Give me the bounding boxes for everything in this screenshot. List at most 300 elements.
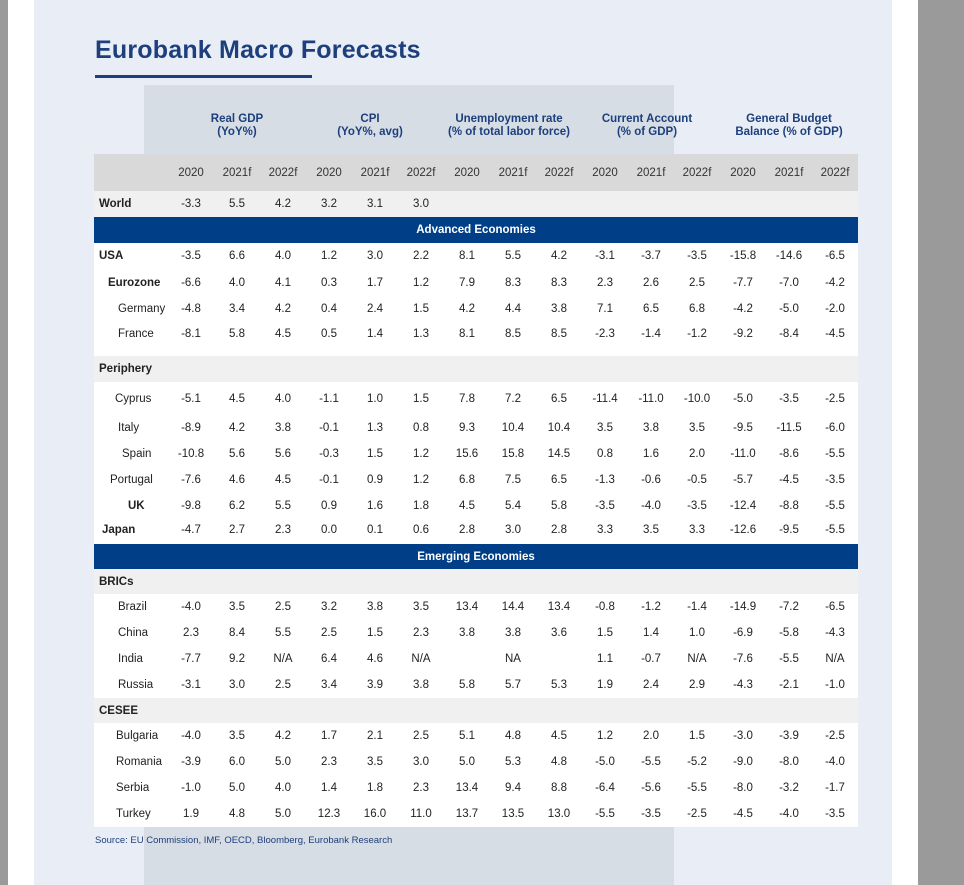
table-cell: -8.4 [779,327,799,340]
table-cell: -4.0 [181,601,201,613]
year-header: 2020 [592,166,618,179]
row-label: Cyprus [115,392,152,405]
year-header: 2022f [406,166,436,179]
table-cell: 6.8 [689,303,705,315]
table-row-brazil [94,594,858,620]
table-cell: -2.3 [595,327,615,340]
table-cell: 9.2 [229,653,245,665]
table-cell: 2.2 [413,250,429,262]
group-header-current-account [602,113,692,139]
table-row-india [94,646,858,672]
table-cell: 2.4 [643,679,659,691]
table-row-bulgaria [94,723,858,749]
table-cell: -12.6 [729,524,757,536]
table-cell: -3.0 [733,730,753,742]
table-row-cyprus [94,382,858,415]
table-cell: 4.1 [275,277,291,289]
table-cell: 2.8 [551,524,567,536]
table-row-china [94,620,858,646]
table-cell: -12.4 [729,500,757,512]
table-cell: -4.0 [641,500,661,512]
row-label: China [118,627,149,639]
section-label: Periphery [99,363,153,375]
table-cell: -7.7 [733,277,753,289]
table-row-spain [94,441,858,467]
year-header: 2020 [316,166,342,179]
group-label: Real GDP [210,113,264,125]
table-cell: 5.5 [229,198,245,210]
table-cell: -3.5 [687,250,707,262]
table-cell: 15.6 [455,448,479,460]
table-cell: -5.5 [825,448,845,460]
table-cell: -1.1 [319,392,339,405]
table-cell: 3.5 [367,756,383,768]
table-cell: -8.1 [181,327,201,340]
table-cell: 1.0 [689,627,705,639]
table-cell: -0.7 [641,653,661,665]
table-cell: -5.8 [779,627,799,639]
table-row-serbia [94,775,858,801]
table-cell: -1.2 [641,601,661,613]
table-cell: 9.4 [505,782,521,794]
table-row-world [94,191,858,217]
year-header: 2020 [454,166,480,179]
table-cell: -2.1 [779,679,799,691]
table-cell: 5.0 [459,756,475,768]
table-cell: -2.5 [687,808,707,820]
table-cell: 4.8 [505,730,521,742]
table-cell: -8.8 [779,500,799,512]
table-row-turkey [94,801,858,827]
table-cell: 2.3 [183,627,199,639]
section-label: BRICs [99,575,134,588]
table-cell: 3.8 [505,627,521,639]
year-header: 2021f [774,166,804,179]
table-cell: 6.2 [229,500,245,512]
table-row-germany [94,297,858,321]
table-cell: 6.8 [459,474,475,486]
table-cell: 1.5 [413,303,429,315]
table-cell: 2.3 [321,756,337,768]
table-cell: 8.3 [505,277,521,289]
table-cell: 2.3 [275,524,291,536]
table-cell: -11.0 [730,448,756,460]
forecast-table [94,154,858,827]
table-row-romania [94,749,858,775]
table-cell: 1.5 [597,627,613,639]
table-cell: 4.6 [229,474,245,486]
table-cell: -5.5 [641,756,661,768]
table-cell: 4.8 [229,808,245,820]
page-title: Eurobank Macro Forecasts [95,36,421,64]
table-cell: 4.2 [459,303,475,315]
table-cell: -4.2 [825,277,845,289]
table-cell: -5.5 [779,653,799,665]
table-cell: 6.5 [551,474,567,486]
row-label: Portugal [110,474,153,486]
table-cell: 3.9 [367,679,383,691]
table-cell: -3.5 [779,392,799,405]
table-cell: 1.6 [367,500,383,512]
group-label: Current Account [601,113,693,125]
table-cell: -14.6 [775,250,803,262]
year-header: 2021f [360,166,390,179]
table-cell: -3.5 [641,808,661,820]
table-cell: -2.5 [825,392,845,405]
table-cell: -8.0 [779,756,799,768]
table-cell: -3.3 [181,198,201,210]
table-cell: 3.3 [689,524,705,536]
table-cell: -4.8 [181,303,201,315]
table-cell: -3.7 [641,250,661,262]
table-row-france [94,321,858,346]
table-cell: 8.5 [505,327,521,340]
group-sublabel: (YoY%) [217,126,257,138]
table-cell: N/A [687,653,707,665]
table-cell: -8.9 [181,422,201,434]
table-row-usa [94,243,858,269]
table-cell: 12.3 [317,808,341,820]
table-cell: 5.5 [275,500,291,512]
year-header: 2022f [682,166,712,179]
year-header: 2021f [222,166,252,179]
row-label: Germany [118,303,166,315]
table-cell: 1.9 [597,679,613,691]
table-cell: -5.0 [595,756,615,768]
table-cell: 13.4 [547,601,571,613]
row-label: UK [128,500,145,512]
table-cell: 6.5 [643,303,659,315]
row-label: Romania [116,756,163,768]
table-cell: -14.9 [729,601,757,613]
table-cell: 3.8 [643,422,659,434]
group-sublabel: (YoY%, avg) [337,126,403,138]
table-cell: 4.2 [275,198,291,210]
group-row-cesee [94,698,858,723]
table-cell: 5.7 [505,679,521,691]
table-cell: 5.6 [229,448,245,460]
table-cell: 3.2 [321,198,337,210]
table-cell: 1.8 [367,782,383,794]
table-cell: -3.1 [595,250,615,262]
table-cell: 5.5 [505,250,521,262]
table-cell: 4.0 [275,250,291,262]
table-cell: -5.5 [825,500,845,512]
title-underline [95,75,312,78]
table-cell: -1.4 [687,601,707,613]
table-cell: -0.5 [687,474,707,486]
group-sublabel: (% of GDP) [616,126,678,138]
table-cell: -6.9 [733,627,753,639]
table-cell: 3.4 [321,679,337,691]
table-cell: -3.1 [181,679,201,691]
row-label: Eurozone [108,277,161,289]
table-cell: -4.0 [181,730,201,742]
row-spacer [94,346,858,356]
group-sublabel: Balance (% of GDP) [735,126,843,138]
table-cell: 4.0 [275,782,291,794]
table-cell: 15.8 [501,448,525,460]
table-cell: -5.0 [733,392,753,405]
table-cell: 2.9 [689,679,705,691]
table-cell: N/A [825,653,845,665]
table-cell: 14.5 [547,448,571,460]
table-cell: 6.6 [229,250,245,262]
table-cell: 13.7 [455,808,479,820]
table-cell: 4.5 [459,500,475,512]
table-cell: 5.5 [275,627,291,639]
table-cell: -4.5 [733,808,753,820]
year-header: 2021f [636,166,666,179]
table-cell: -5.7 [733,474,753,486]
table-cell: -5.1 [181,392,201,405]
table-cell: 3.3 [597,524,613,536]
table-cell: -3.5 [687,500,707,512]
table-cell: 7.8 [459,392,475,405]
table-cell: 1.2 [321,250,337,262]
table-cell: -5.5 [825,524,845,536]
table-cell: 8.1 [459,327,475,340]
table-cell: 3.5 [229,730,245,742]
table-cell: -2.5 [825,730,845,742]
table-cell: 7.5 [505,474,521,486]
table-cell: -5.5 [595,808,615,820]
table-cell: 8.1 [459,250,475,262]
table-cell: -6.5 [825,250,845,262]
table-cell: 2.3 [413,627,429,639]
table-cell: 4.2 [275,730,291,742]
year-header: 2021f [498,166,528,179]
table-cell: -1.0 [181,782,201,794]
group-row-brics [94,569,858,594]
table-cell: 3.5 [643,524,659,536]
table-cell: 5.3 [505,756,521,768]
table-cell: 7.2 [505,392,521,405]
table-cell: 13.4 [455,782,479,794]
table-cell: -1.2 [687,327,707,340]
table-cell: 3.8 [367,601,383,613]
table-cell: 0.9 [321,500,337,512]
table-cell: 2.6 [643,277,659,289]
table-cell: 3.5 [229,601,245,613]
table-cell: -3.2 [779,782,799,794]
table-cell: 1.4 [321,782,337,794]
table-cell: 0.1 [367,524,383,536]
table-cell: -7.2 [779,601,799,613]
table-cell: 2.5 [321,627,337,639]
table-cell: -1.3 [595,474,615,486]
year-header-row [94,154,858,191]
table-cell: -0.1 [319,474,339,486]
table-row-russia [94,672,858,698]
table-cell: 3.5 [689,422,705,434]
table-cell: -5.2 [687,756,707,768]
table-cell: -1.4 [641,327,661,340]
table-cell: 4.5 [229,392,245,405]
table-cell: 1.0 [367,392,383,405]
table-cell: N/A [273,653,293,665]
group-sublabel: (% of total labor force) [447,126,571,138]
table-row-uk [94,493,858,519]
table-cell: 1.1 [597,653,613,665]
table-cell: -10.8 [177,448,205,460]
table-cell: 10.4 [547,422,571,434]
table-cell: 1.9 [183,808,199,820]
table-cell: -2.0 [825,303,845,315]
table-cell: -1.7 [825,782,845,794]
table-cell: 4.2 [275,303,291,315]
table-cell: 2.5 [689,277,705,289]
table-cell: 2.1 [367,730,383,742]
table-cell: 8.4 [229,627,245,639]
table-cell: 1.6 [643,448,659,460]
table-cell: 13.4 [455,601,479,613]
table-cell: 1.3 [367,422,383,434]
year-header: 2022f [268,166,298,179]
table-cell: 4.4 [505,303,521,315]
table-cell: -7.0 [779,277,799,289]
table-cell: 3.5 [597,422,613,434]
table-cell: 4.6 [367,653,383,665]
table-cell: 4.5 [551,730,567,742]
table-cell: 3.0 [413,756,429,768]
table-cell: -0.6 [641,474,661,486]
table-cell: 0.9 [367,474,383,486]
table-cell: 3.0 [229,679,245,691]
table-cell: 2.5 [275,601,291,613]
row-label: Serbia [116,782,150,794]
table-cell: 5.8 [229,327,245,340]
group-header-real-gdp [211,113,263,139]
table-cell: -6.4 [595,782,615,794]
table-cell: -11.0 [638,392,664,405]
table-cell: -11.5 [776,422,802,434]
table-cell: 5.3 [551,679,567,691]
table-cell: 8.8 [551,782,567,794]
table-cell: -3.9 [779,730,799,742]
table-cell: 4.0 [229,277,245,289]
group-label: General Budget [746,113,832,125]
table-cell: 5.8 [459,679,475,691]
group-row-periphery [94,356,858,382]
row-label: Italy [118,422,140,434]
table-cell: 3.0 [413,198,429,210]
table-cell: -4.5 [779,474,799,486]
table-cell: 0.3 [321,277,337,289]
year-header: 2022f [820,166,850,179]
table-cell: 4.5 [275,474,291,486]
table-cell: -3.5 [825,808,845,820]
table-cell: -1.0 [825,679,845,691]
table-cell: 4.2 [551,250,567,262]
table-cell: -6.0 [825,422,845,434]
row-label: USA [99,250,124,262]
table-cell: 3.5 [413,601,429,613]
table-cell: -9.2 [733,327,753,340]
table-cell: NA [505,653,521,665]
table-cell: 2.0 [689,448,705,460]
table-cell: 1.5 [413,392,429,405]
table-cell: 4.2 [229,422,245,434]
table-row-portugal [94,467,858,493]
row-label: France [118,327,154,340]
table-cell: 13.0 [547,808,571,820]
section-band-advanced-economies [94,217,858,243]
table-cell: -5.5 [687,782,707,794]
table-cell: 3.8 [459,627,475,639]
table-cell: -8.6 [779,448,799,460]
group-label: Unemployment rate [455,113,563,125]
table-cell: 3.2 [321,601,337,613]
table-cell: 6.5 [551,392,567,405]
group-header-unemployment [448,113,570,139]
group-header-budget-balance [735,113,842,139]
row-label: India [118,653,143,665]
table-cell: -7.6 [733,653,753,665]
table-cell: 5.1 [459,730,475,742]
table-cell: -11.4 [592,392,618,405]
table-cell: 0.4 [321,303,337,315]
table-cell: -4.5 [825,327,845,340]
row-label: Japan [102,524,136,536]
table-cell: -7.7 [181,653,201,665]
table-cell: 2.0 [643,730,659,742]
table-cell: 1.2 [413,448,429,460]
table-cell: 5.6 [275,448,291,460]
table-cell: 5.0 [275,756,291,768]
table-cell: -3.5 [825,474,845,486]
table-cell: -15.8 [729,250,757,262]
table-cell: -3.9 [181,756,201,768]
section-band-emerging-economies [94,544,858,569]
table-cell: -3.5 [595,500,615,512]
table-cell: 1.4 [643,627,659,639]
table-cell: 2.3 [597,277,613,289]
table-cell: 5.4 [505,500,521,512]
table-cell: 3.0 [367,250,383,262]
table-cell: -9.0 [733,756,753,768]
table-cell: 4.0 [275,392,291,405]
table-cell: 3.1 [367,198,383,210]
table-cell: 0.8 [413,422,429,434]
row-label: World [99,198,132,210]
table-cell: 1.2 [413,474,429,486]
table-cell: 1.3 [413,327,429,340]
table-cell: 1.5 [367,448,383,460]
table-cell: 3.8 [551,303,567,315]
table-cell: 3.4 [229,303,245,315]
table-cell: -4.3 [733,679,753,691]
section-label: Advanced Economies [416,224,536,236]
table-cell: 0.5 [321,327,337,340]
table-cell: 2.4 [367,303,383,315]
table-cell: 2.7 [229,524,245,536]
row-label: Spain [122,448,152,460]
row-label: Turkey [116,808,151,820]
table-cell: 8.5 [551,327,567,340]
table-cell: -3.5 [181,250,201,262]
year-header: 2020 [178,166,204,179]
table-row-italy [94,415,858,441]
table-cell: -10.0 [683,392,711,405]
table-cell: 3.8 [413,679,429,691]
row-label: Russia [118,679,154,691]
table-row-eurozone [94,269,858,297]
table-cell: 1.4 [367,327,383,340]
table-cell: 5.0 [275,808,291,820]
table-cell: -6.5 [825,601,845,613]
table-cell: 16.0 [363,808,387,820]
